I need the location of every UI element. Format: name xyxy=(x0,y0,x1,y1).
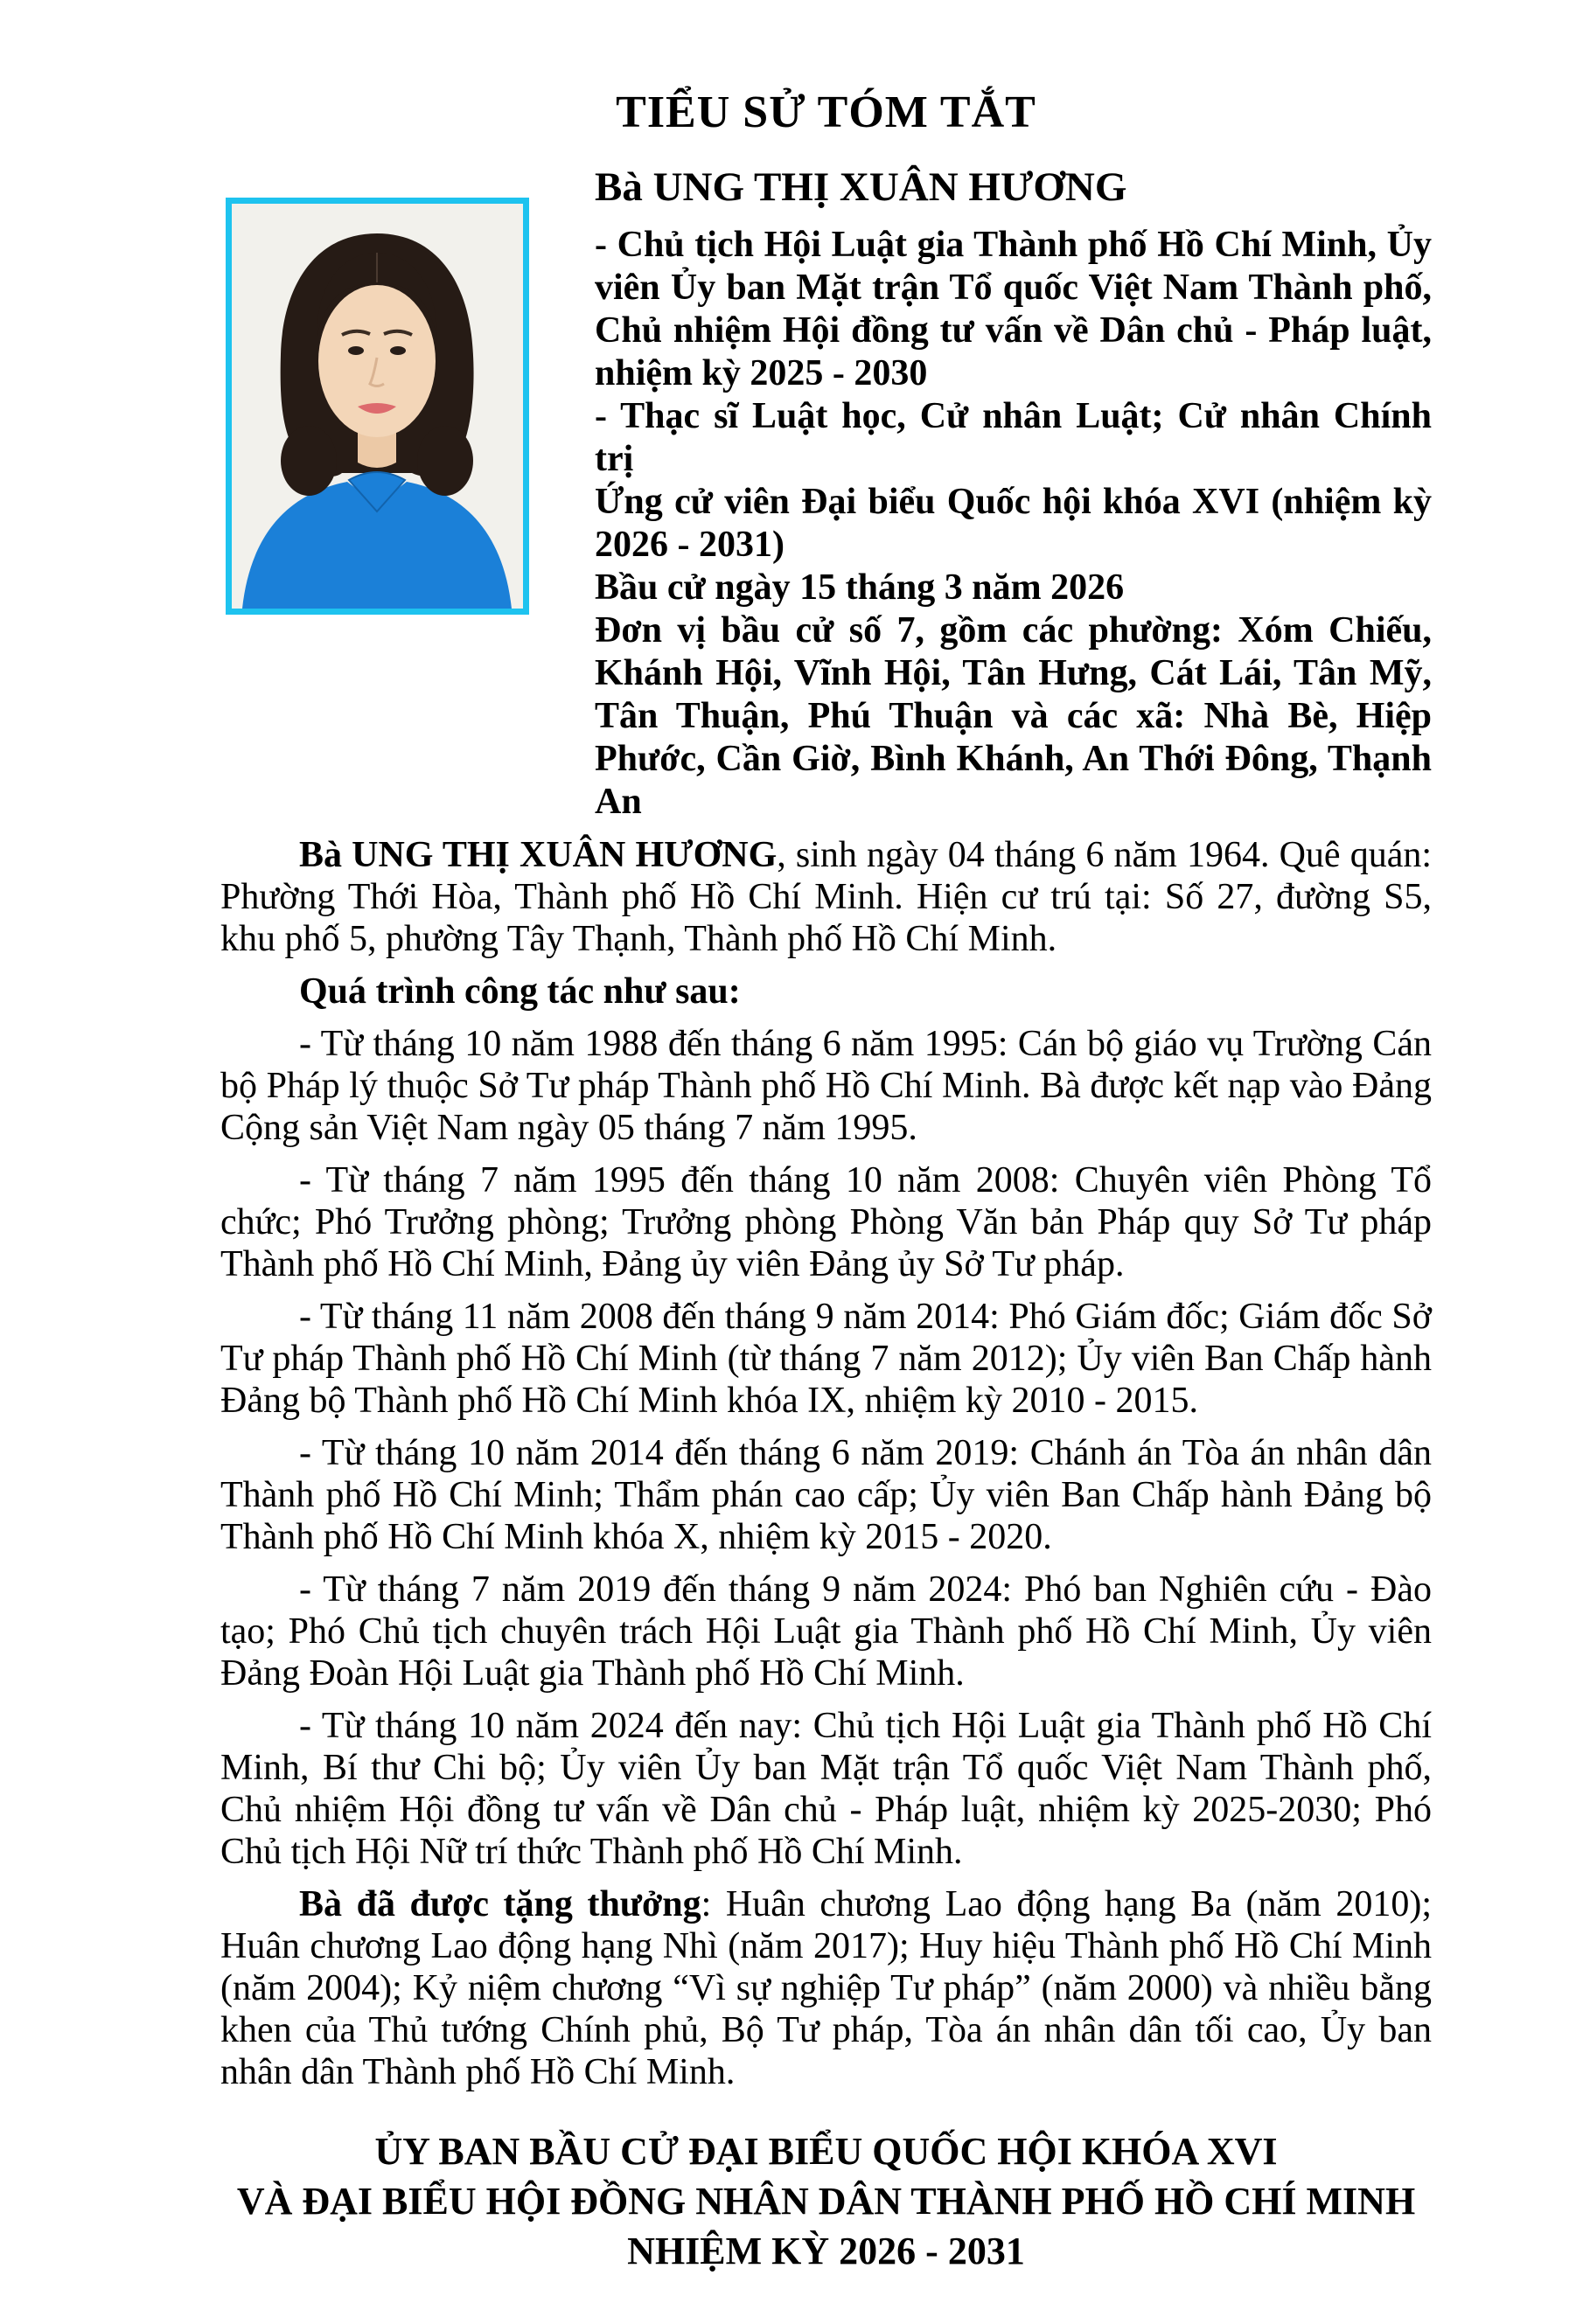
summary-item-education: - Thạc sĩ Luật học, Cử nhân Luật; Cử nhân Chính trị xyxy=(595,396,1432,479)
awards-paragraph xyxy=(220,1883,1432,2093)
career-item-2014: - Từ tháng 10 năm 2014 đến tháng 6 năm 2019: Chánh án Tòa án nhân dân Thành phố Hồ Chí Minh; Thẩm phán cao cấp; Ủy viên Ban Chấp hành Đảng bộ Thành phố Hồ Chí Minh khóa X, nhiệm kỳ 2015 - 2020. xyxy=(220,1433,1432,1557)
summary-item-election-date: Bầu cử ngày 15 tháng 3 năm 2026 xyxy=(595,567,1125,608)
career-item-2008: - Từ tháng 11 năm 2008 đến tháng 9 năm 2014: Phó Giám đốc; Giám đốc Sở Tư pháp Thành phố Hồ Chí Minh (từ tháng 7 năm 2012); Ủy viên Ban Chấp hành Đảng bộ Thành phố Hồ Chí Minh khóa IX, nhiệm kỳ 2010 - 2015. xyxy=(220,1297,1432,1421)
awards-lead-bold: Bà đã được tặng thưởng xyxy=(299,1884,701,1924)
footer-committee xyxy=(220,2126,1432,2276)
portrait-illustration xyxy=(232,204,523,609)
career-heading: Quá trình công tác như sau: xyxy=(299,971,741,1012)
career-item-2024: - Từ tháng 10 năm 2024 đến nay: Chủ tịch Hội Luật gia Thành phố Hồ Chí Minh, Bí thư Chi bộ; Ủy viên Ủy ban Mặt trận Tổ quốc Việt Nam Thành phố, Chủ nhiệm Hội đồng tư vấn về Dân chủ - Pháp luật, nhiệm kỳ 2025-2030; Phó Chủ tịch Hội Nữ trí thức Thành phố Hồ Chí Minh. xyxy=(220,1706,1432,1872)
career-item-1995: - Từ tháng 7 năm 1995 đến tháng 10 năm 2008: Chuyên viên Phòng Tổ chức; Phó Trưởng phòng; Trưởng phòng Phòng Văn bản Pháp quy Sở Tư pháp Thành phố Hồ Chí Minh, Đảng ủy viên Đảng ủy Sở Tư pháp. xyxy=(220,1160,1432,1284)
summary-item-election-unit: Đơn vị bầu cử số 7, gồm các phường: Xóm Chiếu, Khánh Hội, Vĩnh Hội, Tân Hưng, Cát Lái, Tân Mỹ, Tân Thuận, Phú Thuận và các xã: Nhà Bè, Hiệp Phước, Cần Giờ, Bình Khánh, An Thới Đông, Thạnh An xyxy=(595,610,1432,822)
biography-section xyxy=(220,834,1432,2093)
career-item-1988: - Từ tháng 10 năm 1988 đến tháng 6 năm 1995: Cán bộ giáo vụ Trường Cán bộ Pháp lý thuộc Sở Tư pháp Thành phố Hồ Chí Minh. Bà được kết nạp vào Đảng Cộng sản Việt Nam ngày 05 tháng 7 năm 1995. xyxy=(220,1024,1432,1148)
candidate-photo xyxy=(226,198,529,615)
profile-info-column xyxy=(595,163,1432,824)
footer-line-1: ỦY BAN BẦU CỬ ĐẠI BIỂU QUỐC HỘI KHÓA XVI xyxy=(374,2130,1278,2173)
summary-item-candidacy: Ứng cử viên Đại biểu Quốc hội khóa XVI (nhiệm kỳ 2026 - 2031) xyxy=(595,482,1432,565)
footer-line-2: VÀ ĐẠI BIỂU HỘI ĐỒNG NHÂN DÂN THÀNH PHỐ HỒ CHÍ MINH xyxy=(236,2180,1416,2223)
page-title: TIỂU SỬ TÓM TẮT xyxy=(616,87,1036,137)
awards-text: : Huân chương Lao động hạng Ba (năm 2010); Huân chương Lao động hạng Nhì (năm 2017); Huy hiệu Thành phố Hồ Chí Minh (năm 2004); Kỷ niệm chương “Vì sự nghiệp Tư pháp” (năm 2000) và nhiều bằng khen của Thủ tướng Chính phủ, Bộ Tư pháp, Tòa án nhân dân tối cao, Ủy ban nhân dân Thành phố Hồ Chí Minh. xyxy=(220,1884,1432,2092)
intro-text: , sinh ngày 04 tháng 6 năm 1964. Quê quán: Phường Thới Hòa, Thành phố Hồ Chí Minh. Hiện cư trú tại: Số 27, đường S5, khu phố 5, phường Tây Thạnh, Thành phố Hồ Chí Minh. xyxy=(220,835,1433,959)
summary-item-positions: - Chủ tịch Hội Luật gia Thành phố Hồ Chí Minh, Ủy viên Ủy ban Mặt trận Tổ quốc Việt Nam Thành phố, Chủ nhiệm Hội đồng tư vấn về Dân chủ - Pháp luật, nhiệm kỳ 2025 - 2030 xyxy=(595,225,1432,393)
career-item-2019: - Từ tháng 7 năm 2019 đến tháng 9 năm 2024: Phó ban Nghiên cứu - Đào tạo; Phó Chủ tịch chuyên trách Hội Luật gia Thành phố Hồ Chí Minh, Ủy viên Đảng Đoàn Hội Luật gia Thành phố Hồ Chí Minh. xyxy=(220,1569,1432,1694)
profile-section xyxy=(220,163,1432,824)
candidate-name-heading: Bà UNG THỊ XUÂN HƯƠNG xyxy=(595,164,1127,210)
photo-column xyxy=(220,163,595,615)
document-page xyxy=(0,86,1583,2324)
footer-line-3: NHIỆM KỲ 2026 - 2031 xyxy=(627,2230,1025,2272)
intro-paragraph xyxy=(220,834,1432,960)
intro-name-bold: Bà UNG THỊ XUÂN HƯƠNG xyxy=(299,835,778,875)
